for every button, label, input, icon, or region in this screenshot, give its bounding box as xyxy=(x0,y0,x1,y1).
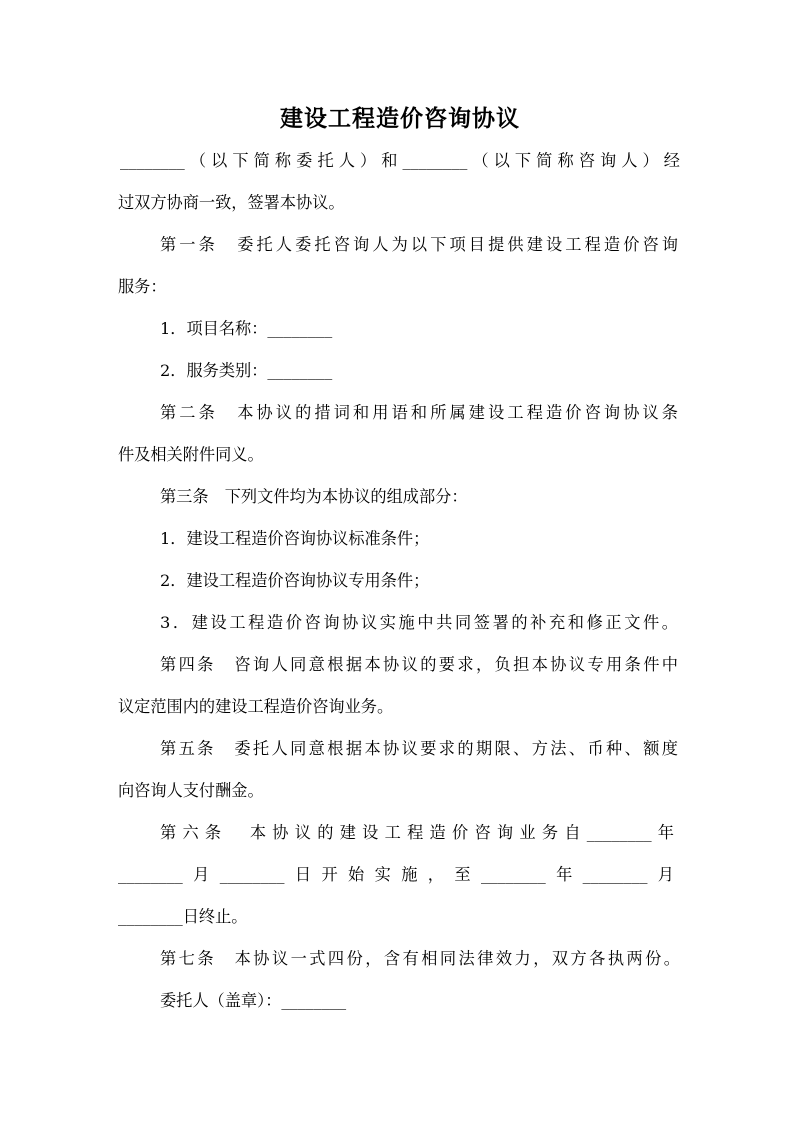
article-1-line-2: 服务： xyxy=(118,277,167,296)
paragraph-intro-line-1: ________（以下简称委托人）和________（以下简称咨询人）经 xyxy=(120,151,680,170)
article-6-line-1: 第六条 本协议的建设工程造价咨询业务自________年 xyxy=(160,823,674,842)
document-title: 建设工程造价咨询协议 xyxy=(280,105,520,132)
article-5-line-1: 第五条 委托人同意根据本协议要求的期限、方法、币种、额度 xyxy=(160,739,678,758)
article-2-line-1: 第二条 本协议的措词和用语和所属建设工程造价咨询协议条 xyxy=(160,403,678,422)
client-seal-line: 委托人（盖章）：________ xyxy=(160,991,347,1010)
project-name-item: 1．项目名称：________ xyxy=(160,319,333,338)
article-5-line-2: 向咨询人支付酬金。 xyxy=(118,781,264,800)
article-1-line-1: 第一条 委托人委托咨询人为以下项目提供建设工程造价咨询 xyxy=(160,235,678,254)
article-4-line-2: 议定范围内的建设工程造价咨询业务。 xyxy=(118,697,394,716)
article-3-line-1: 第三条 下列文件均为本协议的组成部分： xyxy=(160,487,468,506)
article-3-item-1: 1．建设工程造价咨询协议标准条件； xyxy=(160,529,430,548)
article-6-line-3: ________日终止。 xyxy=(118,907,248,926)
article-2-line-2: 件及相关附件同义。 xyxy=(118,445,264,464)
article-4-line-1: 第四条 咨询人同意根据本协议的要求，负担本协议专用条件中 xyxy=(160,655,678,674)
article-3-item-3: 3．建设工程造价咨询协议实施中共同签署的补充和修正文件。 xyxy=(160,613,678,632)
service-category-item: 2．服务类别：________ xyxy=(160,361,333,380)
article-6-line-2: ________月________日开始实施，至________年________月 xyxy=(118,865,674,884)
paragraph-intro-line-2: 过双方协商一致，签署本协议。 xyxy=(118,193,345,212)
article-7-line-1: 第七条 本协议一式四份，含有相同法律效力，双方各执两份。 xyxy=(160,949,680,968)
article-3-item-2: 2．建设工程造价咨询协议专用条件； xyxy=(160,571,430,590)
